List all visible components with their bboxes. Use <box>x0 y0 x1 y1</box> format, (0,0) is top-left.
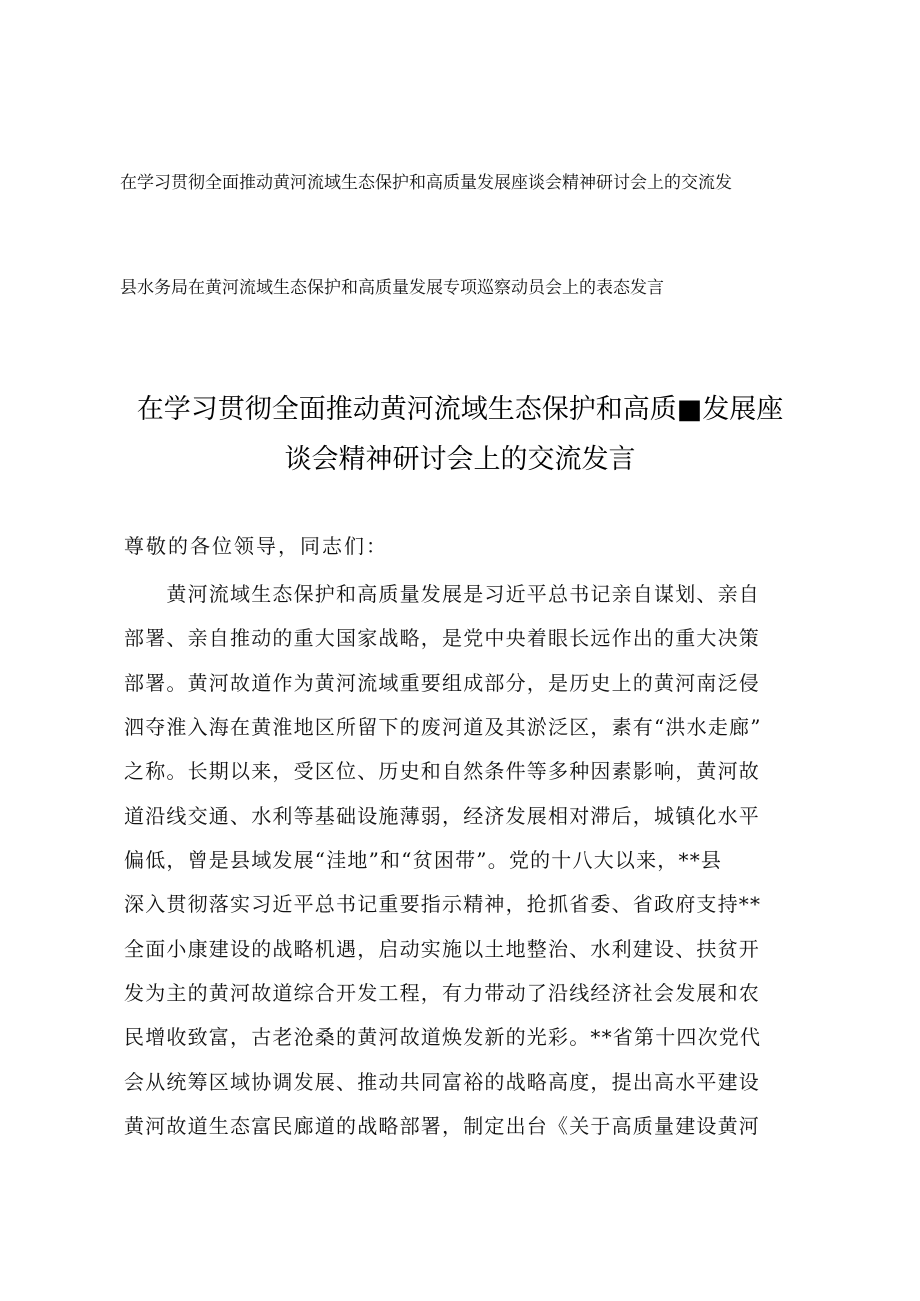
body-line-6: 道沿线交通、水利等基础设施薄弱，经济发展相对滞后，城镇化水平 <box>124 804 760 828</box>
document-title-line-2: 谈会精神研讨会上的交流发言 <box>284 444 636 475</box>
body-line-12: 会从统筹区域协调发展、推动共同富裕的战略高度，提出高水平建设 <box>124 1070 760 1094</box>
body-line-10: 发为主的黄河故道综合开发工程，有力带动了沿线经济社会发展和农 <box>124 981 760 1005</box>
body-line-13: 黄河故道生态富民廊道的战略部署，制定出台《关于高质量建设黄河 <box>124 1114 760 1138</box>
body-line-11: 民增收致富，古老沧桑的黄河故道焕发新的光彩。**省第十四次党代 <box>124 1025 762 1049</box>
body-line-2: 部署、亲自推动的重大国家战略，是党中央着眼长远作出的重大决策 <box>124 626 760 650</box>
toc-entry-2: 县水务局在黄河流域生态保护和高质量发展专项巡察动员会上的表态发言 <box>120 278 664 298</box>
body-line-9: 全面小康建设的战略机遇，启动实施以土地整治、水利建设、扶贫开 <box>124 937 760 961</box>
document-title-line-1: 在学习贯彻全面推动黄河流域生态保护和高质■发展座 <box>136 394 784 425</box>
toc-entry-1: 在学习贯彻全面推动黄河流域生态保护和高质量发展座谈会精神研讨会上的交流发 <box>120 173 732 193</box>
body-line-3: 部署。黄河故道作为黄河流域重要组成部分，是历史上的黄河南泛侵 <box>124 671 760 695</box>
body-line-1: 黄河流域生态保护和高质量发展是习近平总书记亲自谋划、亲自 <box>124 582 760 606</box>
body-line-4: 泗夺淮入海在黄淮地区所留下的废河道及其淤泛区，素有“洪水走廊” <box>124 715 762 739</box>
salutation: 尊敬的各位领导，同志们： <box>124 534 388 558</box>
body-line-7: 偏低，曾是县域发展“洼地”和“贫困带”。党的十八大以来，**县 <box>124 848 723 872</box>
body-line-5: 之称。长期以来，受区位、历史和自然条件等多种因素影响，黄河故 <box>124 759 760 783</box>
body-line-8: 深入贯彻落实习近平总书记重要指示精神，抢抓省委、省政府支持** <box>124 892 762 916</box>
